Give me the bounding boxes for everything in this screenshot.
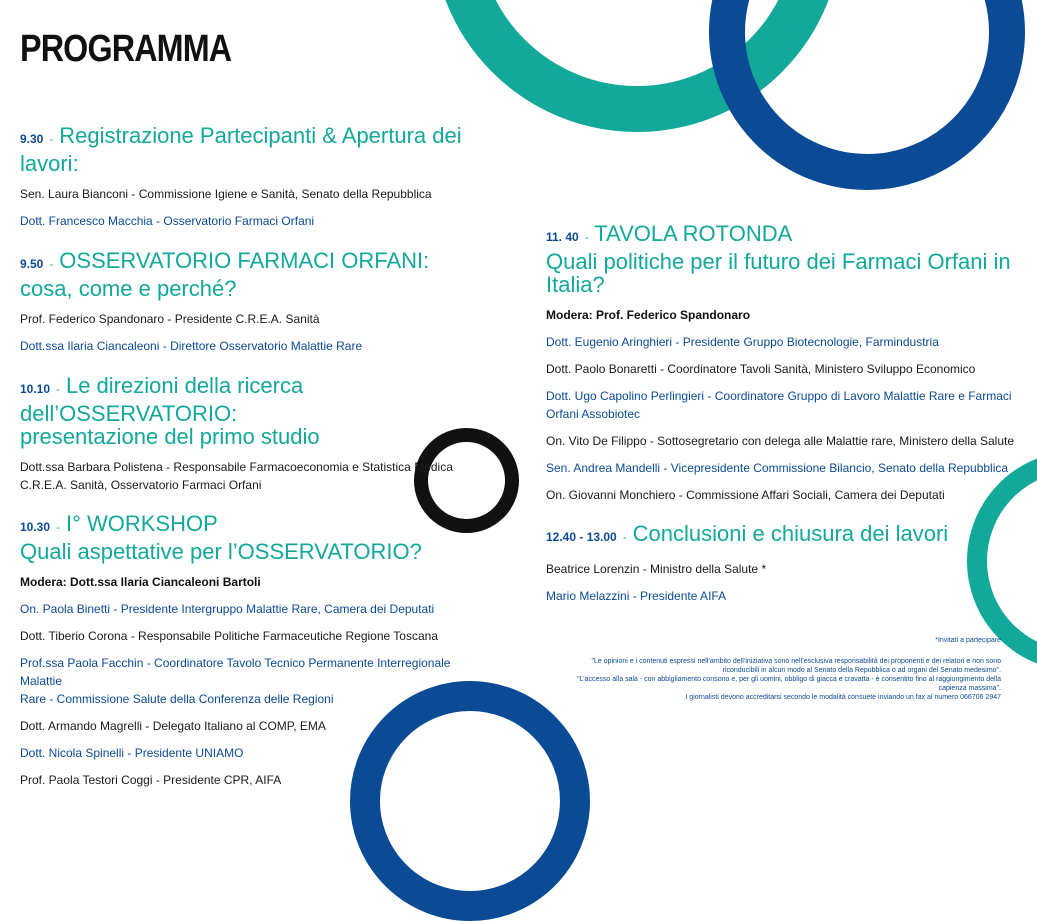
disclaimer-line: riconducibili in alcun modo al Senato della Repubblica o ad organi del Senato medesimo".: [722, 667, 1001, 674]
speaker: Dott. Nicola Spinelli - Presidente UNIAMO: [20, 746, 244, 760]
session-time: 11. 40: [546, 230, 579, 244]
session-title: I° WORKSHOP: [65, 511, 218, 536]
session-time: 10.10: [20, 382, 51, 396]
session-heading: [20, 124, 495, 175]
speaker: On. Paola Binetti - Presidente Intergruppo Malattie Rare, Camera dei Deputati: [20, 602, 435, 616]
speaker: Prof. Paola Testori Coggi - Presidente CPR, AIFA: [20, 773, 282, 787]
session-heading: [20, 249, 495, 300]
disclaimer-line: "Le opinioni e i contenuti espressi nell’ambito dell’iniziativa sono nell’esclusiva responsabilità dei proponenti e dei relatori e non sono: [591, 658, 1001, 665]
invited-note: *Invitati a partecipare: [935, 637, 1001, 644]
disclaimer-line: "L’accesso alla sala - con abbigliamento consono e, per gli uomini, obbligo di giacca e cravatta - è consentito fino al raggiungimento della: [577, 676, 1001, 683]
separator: -: [584, 232, 589, 244]
speaker: Mario Melazzini - Presidente AIFA: [546, 589, 727, 603]
session-ricerca: [20, 374, 495, 494]
session-heading: [20, 374, 495, 448]
speaker-line: Prof.ssa Paola Facchin - Coordinatore Tavolo Tecnico Permanente Interregionale Malattie: [20, 656, 451, 688]
speaker: Dott. Armando Magrelli - Delegato Italiano al COMP, EMA: [20, 719, 326, 733]
speaker-line: Dott. Ugo Capolino Perlingieri - Coordinatore Gruppo di Lavoro Malattie Rare e Farmaci: [546, 389, 1012, 403]
page-title: PROGRAMMA: [20, 28, 232, 70]
speaker: Beatrice Lorenzin - Ministro della Salute *: [546, 562, 767, 576]
speaker: Dott. Francesco Macchia - Osservatorio Farmaci Orfani: [20, 214, 315, 228]
disclaimer-line: capienza massima".: [938, 685, 1001, 692]
session-time: 12.40 - 13.00: [546, 530, 617, 544]
separator: -: [56, 522, 60, 534]
session-time: 9.50: [20, 257, 44, 271]
speaker-line: Orfani Assobiotec: [546, 407, 641, 421]
session-osservatorio: [20, 249, 495, 355]
moderator: Modera: Prof. Federico Spandonaro: [546, 308, 751, 322]
separator: -: [56, 384, 60, 396]
speaker-line: Rare - Commissione Salute della Conferenza delle Regioni: [20, 692, 334, 706]
session-conclusioni: [546, 522, 1016, 605]
speaker: Dott. Paolo Bonaretti - Coordinatore Tavoli Sanità, Ministero Sviluppo Economico: [546, 362, 976, 376]
speaker: On. Giovanni Monchiero - Commissione Affari Sociali, Camera dei Deputati: [546, 488, 945, 502]
session-title: OSSERVATORIO FARMACI ORFANI:: [59, 248, 430, 273]
session-subtitle: Quali aspettative per l’OSSERVATORIO?: [20, 539, 422, 564]
session-title: TAVOLA ROTONDA: [594, 221, 793, 246]
footer-notes: [541, 636, 1001, 702]
session-heading: [546, 522, 1016, 550]
session-title: Le direzioni della ricerca dell’OSSERVATORIO:: [20, 373, 304, 426]
press-note: I giornalisti devono accreditarsi secondo le modalità consuete inviando un fax al numero 066706 2947: [685, 694, 1001, 701]
session-heading: [546, 222, 1016, 296]
session-workshop: [20, 512, 495, 789]
speaker: Prof. Federico Spandonaro - Presidente C.R.E.A. Sanità: [20, 312, 320, 326]
speaker: Dott. Tiberio Corona - Responsabile Politiche Farmaceutiche Regione Toscana: [20, 629, 439, 643]
separator: -: [49, 259, 54, 271]
speaker: On. Vito De Filippo - Sottosegretario con delega alle Malattie rare, Ministero della Salute: [546, 434, 1015, 448]
session-time: 9.30: [20, 132, 44, 146]
session-subtitle: presentazione del primo studio: [20, 424, 320, 449]
speaker-line: C.R.E.A. Sanità, Osservatorio Farmaci Orfani: [20, 478, 262, 492]
session-time: 10.30: [20, 520, 51, 534]
session-heading: [20, 512, 495, 563]
session-title: Registrazione Partecipanti & Apertura dei lavori:: [20, 123, 462, 176]
session-title: Conclusioni e chiusura dei lavori: [632, 521, 949, 546]
speaker: Sen. Laura Bianconi - Commissione Igiene e Sanità, Senato della Repubblica: [20, 187, 432, 201]
speaker: Sen. Andrea Mandelli - Vicepresidente Commissione Bilancio, Senato della Repubblica: [546, 461, 1009, 475]
session-tavola-rotonda: [546, 222, 1016, 504]
program-right-column: [546, 222, 1016, 605]
session-subtitle: cosa, come e perché?: [20, 276, 237, 301]
session-registration: [20, 124, 495, 230]
speaker: Dott.ssa Ilaria Ciancaleoni - Direttore Osservatorio Malattie Rare: [20, 339, 363, 353]
moderator: Modera: Dott.ssa Ilaria Ciancaleoni Bartoli: [20, 575, 261, 589]
separator: -: [622, 532, 627, 544]
separator: -: [49, 134, 54, 146]
speaker-line: Dott.ssa Barbara Polistena - Responsabile Farmacoeconomia e Statistica Medica: [20, 460, 453, 474]
session-subtitle: Quali politiche per il futuro dei Farmaci Orfani in Italia?: [546, 249, 1011, 297]
speaker: Dott. Eugenio Aringhieri - Presidente Gruppo Biotecnologie, Farmindustria: [546, 335, 939, 349]
program-left-column: [20, 124, 495, 789]
blue-ring-decoration: [709, 0, 1025, 190]
